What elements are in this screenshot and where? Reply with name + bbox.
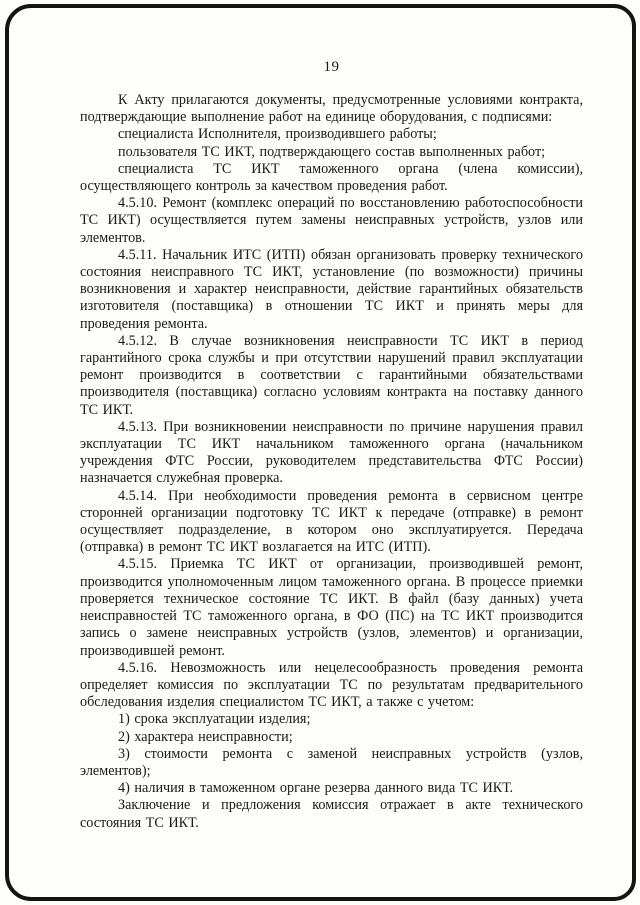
paragraph: 4.5.12. В случае возникновения неисправности ТС ИКТ в период гарантийного срока службы и при отсутствии нарушений правил эксплуатации ремонт производится в соответствии с гарантийными обязательствами производителя (поставщика) согласно условиям контракта на поставку данного ТС ИКТ. — [80, 332, 583, 418]
paragraph: К Акту прилагаются документы, предусмотренные условиями контракта, подтверждающие выполнение работ на единице оборудования, с подписями: — [80, 92, 583, 126]
paragraph: специалиста Исполнителя, производившего работы; — [118, 126, 437, 143]
paragraph: 4.5.13. При возникновении неисправности по причине нарушения правил эксплуатации ТС ИКТ начальником таможенного органа (начальником учреждения ФТС России, руководителем представительства ФТС России) назначается служебная проверка. — [80, 418, 583, 487]
paragraph: 4.5.11. Начальник ИТС (ИТП) обязан организовать проверку технического состояния неисправного ТС ИКТ, установление (по возможности) причины возникновения и характер неисправности, действие гарантийных обязательств изготовителя (поставщика) в отношении ТС ИКТ и принять меры для проведения ремонта. — [80, 246, 583, 332]
paragraph: 4.5.15. Приемка ТС ИКТ от организации, производившей ремонт, производится уполномоченным лицом таможенного органа. В процессе приемки проверяется техническое состояние ТС ИКТ. В файл (базу данных) учета неисправностей ТС таможенного органа, в ФО (ПС) на ТС ИКТ производится запись о замене неисправных устройств (узлов, элементов) и организации, производившей ремонт. — [80, 556, 583, 659]
paragraph-list-item: 4) наличия в таможенном органе резерва данного вида ТС ИКТ. — [118, 780, 514, 797]
page-number: 19 — [323, 59, 340, 75]
paragraph: пользователя ТС ИКТ, подтверждающего состав выполненных работ; — [118, 143, 546, 160]
paragraph: 4.5.14. При необходимости проведения ремонта в сервисном центре сторонней организации подготовку ТС ИКТ к передаче (отправке) в ремонт осуществляет подразделение, в котором оно эксплуатируется. Передача (отправка) в ремонт ТС ИКТ возлагается на ИТС (ИТП). — [80, 487, 583, 556]
paragraph-list-item: 2) характера неисправности; — [118, 728, 293, 745]
paragraph-list-item: 1) срока эксплуатации изделия; — [118, 711, 311, 728]
page-content — [80, 58, 583, 832]
paragraph: 4.5.16. Невозможность или нецелесообразность проведения ремонта определяет комиссия по эксплуатации ТС по результатам предварительного обследования изделия специалистом ТС ИКТ, а также с учетом: — [80, 659, 583, 711]
paragraph: специалиста ТС ИКТ таможенного органа (члена комиссии), осуществляющего контроль за качеством проведения работ. — [80, 160, 583, 195]
paragraph: 4.5.10. Ремонт (комплекс операций по восстановлению работоспособности ТС ИКТ) осуществляется путем замены неисправных устройств, узлов или элементов. — [80, 195, 583, 246]
paragraph: Заключение и предложения комиссия отражает в акте технического состояния ТС ИКТ. — [80, 797, 583, 831]
paragraph-list-item: 3) стоимости ремонта с заменой неисправных устройств (узлов, элементов); — [80, 745, 583, 779]
